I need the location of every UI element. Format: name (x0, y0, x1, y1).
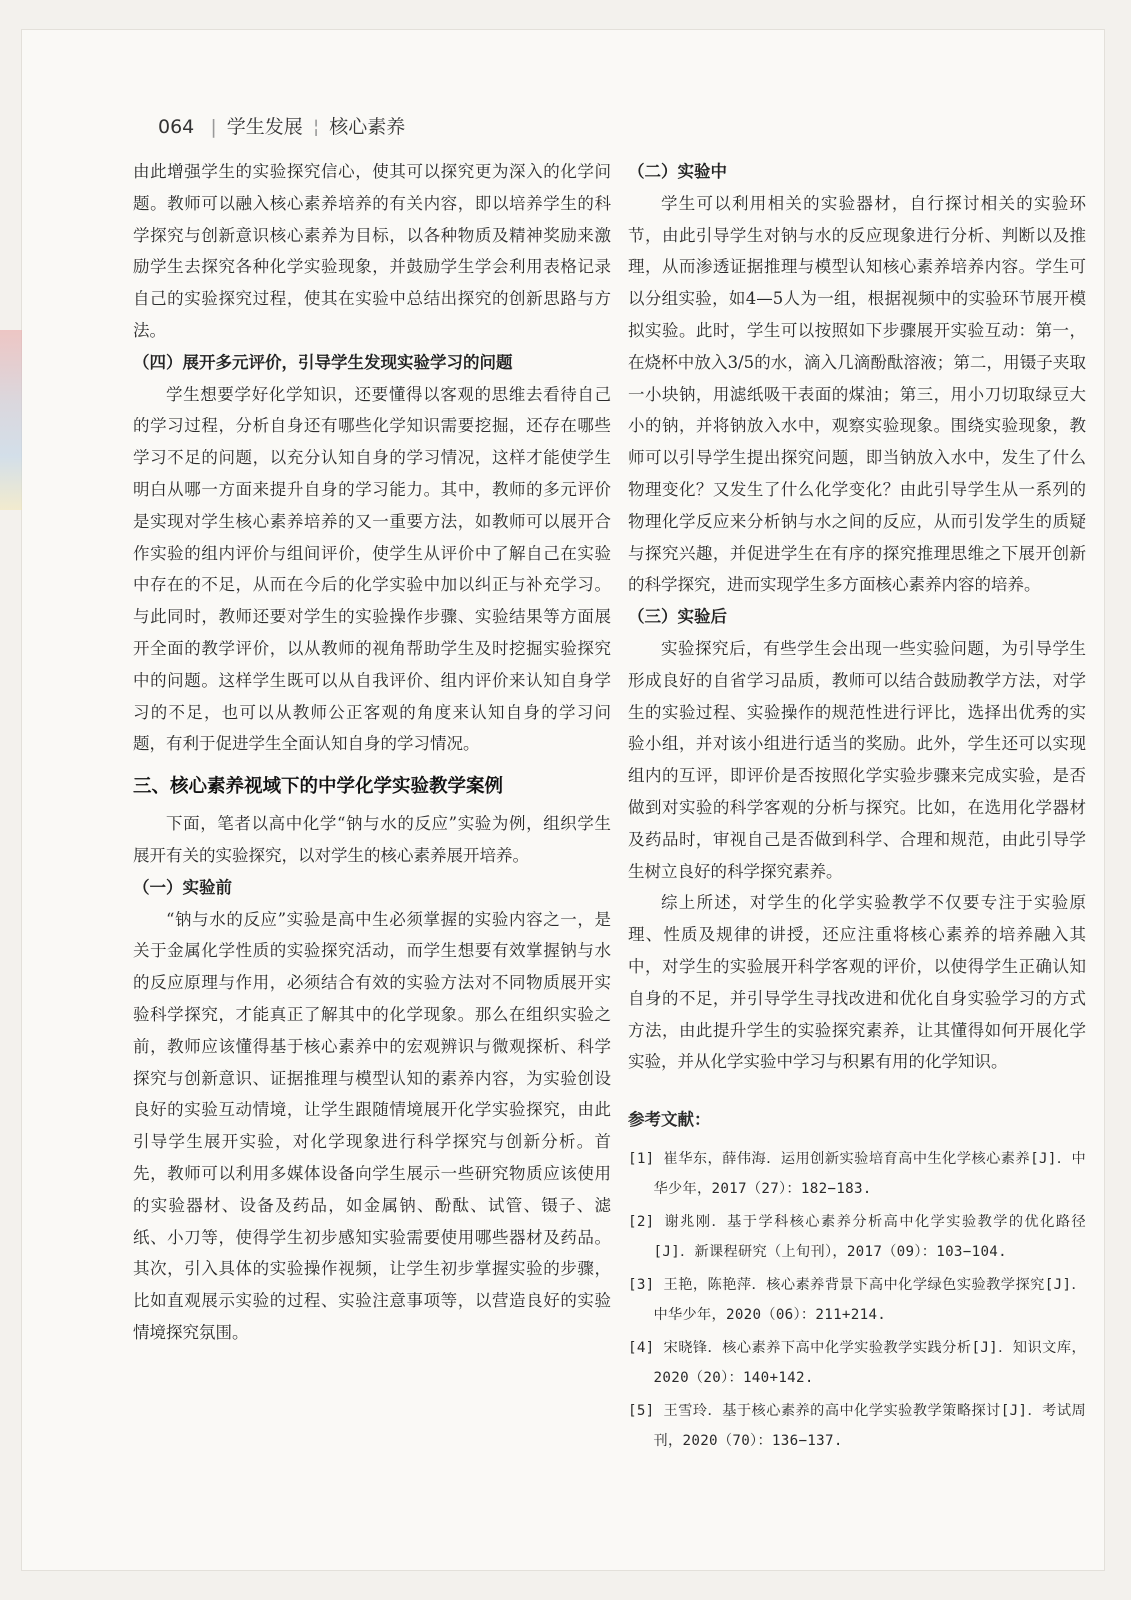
page-number: 064 (158, 116, 195, 138)
subheading-before-experiment: （一）实验前 (133, 877, 232, 897)
section-heading-3: 三、核心素养视域下的中学化学实验教学案例 (133, 776, 504, 798)
paragraph: 由此增强学生的实验探究信心，使其可以探究更为深入的化学问题。教师可以融入核心素养培养的有关内容，即以培养学生的科学探究与创新意识核心素养为目标，以各种物质及精神奖励来激励学生去探究各种化学实验现象，并鼓励学生学会利用表格记录自己的实验探究过程，使其在实验中总结出探究的创新思路与方法。 (133, 162, 611, 340)
reference-item: [5] 王雪玲．基于核心素养的高中化学实验教学策略探讨[J]．考试周刊，2020（70）：136−137. (628, 1402, 1086, 1449)
subheading-during-experiment: （二）实验中 (628, 162, 727, 181)
reference-item: [4] 宋晓锋．核心素养下高中化学实验教学实践分析[J]．知识文库，2020（20）：140+142. (628, 1339, 1086, 1386)
reference-item: [1] 崔华东，薛伟海．运用创新实验培育高中生化学核心素养[J]．中华少年，2017（27）：182−183. (628, 1150, 1086, 1197)
subheading-after-experiment: （三）实验后 (628, 607, 727, 627)
paragraph: “钠与水的反应”实验是高中生必须掌握的实验内容之一，是关于金属化学性质的实验探究活动，而学生想要有效掌握钠与水的反应原理与作用，必须结合有效的实验方法对不同物质展开实验科学探究，才能真正了解其中的化学现象。那么在组织实验之前，教师应该懂得基于核心素养中的宏观辨识与微观探析、科学探究与创新意识、证据推理与模型认知的素养内容，为实验创设良好的实验互动情境，让学生跟随情境展开化学实验探究，由此引导学生展开实验，对化学现象进行科学探究与创新分析。首先，教师可以利用多媒体设备向学生展示一些研究物质应该使用的实验器材、设备及药品，如金属钠、酚酞、试管、镊子、滤纸、小刀等，使得学生初步感知实验需要使用哪些器材及药品。其次，引入具体的实验操作视频，让学生初步掌握实验的步骤，比如直观展示实验的过程、实验注意事项等，以营造良好的实验情境探究氛围。 (133, 909, 611, 1342)
paragraph: 下面，笔者以高中化学“钠与水的反应”实验为例，组织学生展开有关的实验探究，以对学生的核心素养展开培养。 (133, 814, 611, 865)
paragraph: 综上所述，对学生的化学实验教学不仅要专注于实验原理、性质及规律的讲授，还应注重将核心素养的培养融入其中，对学生的实验展开科学客观的评价，以使得学生正确认知自身的不足，并引导学生寻找改进和优化自身实验学习的方式方法，由此提升学生的实验探究素养，让其懂得如何开展化学实验，并从化学实验中学习与积累有用的化学知识。 (628, 893, 1086, 1072)
right-column (628, 156, 1086, 1459)
reference-item: [3] 王艳，陈艳萍．核心素养背景下高中化学绿色实验教学探究[J]．中华少年，2020（06）：211+214. (628, 1276, 1086, 1323)
paragraph: 学生可以利用相关的实验器材，自行探讨相关的实验环节，由此引导学生对钠与水的反应现象进行分析、判断以及推理，从而渗透证据推理与模型认知核心素养培养内容。学生可以分组实验，如4—5人为一组，根据视频中的实验环节展开模拟实验。此时，学生可以按照如下步骤展开实验互动：第一，在烧杯中放入3/5的水，滴入几滴酚酞溶液；第二，用镊子夹取一小块钠，用滤纸吸干表面的煤油；第三，用小刀切取绿豆大小的钠，并将钠放入水中，观察实验现象。围绕实验现象，教师可以引导学生提出探究问题，即当钠放入水中，发生了什么物理变化？又发生了什么化学变化？由此引导学生从一系列的物理化学反应来分析钠与水之间的反应，从而引发学生的质疑与探究兴趣，并促进学生在有序的探究推理思维之下展开创新的科学探究，进而实现学生多方面核心素养内容的培养。 (628, 193, 1086, 595)
header-subsection: 核心素养 (329, 116, 406, 138)
reference-item: [2] 谢兆刚．基于学科核心素养分析高中化学实验教学的优化路径[J]．新课程研究（上旬刊），2017（09）：103−104. (628, 1213, 1086, 1260)
paragraph: 实验探究后，有些学生会出现一些实验问题，为引导学生形成良好的自省学习品质，教师可以结合鼓励教学方法，对学生的实验过程、实验操作的规范性进行评比，选择出优秀的实验小组，并对该小组进行适当的奖励。此外，学生还可以实现组内的互评，即评价是否按照化学实验步骤来完成实验，是否做到对实验的科学客观的分析与探究。比如，在选用化学器材及药品时，审视自己是否做到科学、合理和规范，由此引导学生树立良好的科学探究素养。 (628, 638, 1086, 881)
paragraph: 学生想要学好化学知识，还要懂得以客观的思维去看待自己的学习过程，分析自身还有哪些化学知识需要挖掘，还存在哪些学习不足的问题，以充分认知自身的学习情况，这样才能使学生明白从哪一方面来提升自身的学习能力。其中，教师的多元评价是实现对学生核心素养培养的又一重要方法，如教师可以展开合作实验的组内评价与组间评价，使学生从评价中了解自己在实验中存在的不足，从而在今后的化学实验中加以纠正与补充学习。与此同时，教师还要对学生的实验操作步骤、实验结果等方面展开全面的教学评价，以从教师的视角帮助学生及时挖掘实验探究中的问题。这样学生既可以从自我评价、组内评价来认知自身学习的不足，也可以从教师公正客观的角度来认知自身的学习问题，有利于促进学生全面认知自身的学习情况。 (133, 384, 611, 754)
binding-color-strip (0, 330, 22, 510)
header-section: 学生发展 (226, 116, 303, 138)
subheading-4: （四）展开多元评价，引导学生发现实验学习的问题 (133, 352, 513, 372)
references-title: 参考文献： (628, 1110, 711, 1130)
running-header: 064 | 学生发展 ¦ 核心素养 (158, 116, 406, 138)
left-column (133, 156, 611, 1349)
